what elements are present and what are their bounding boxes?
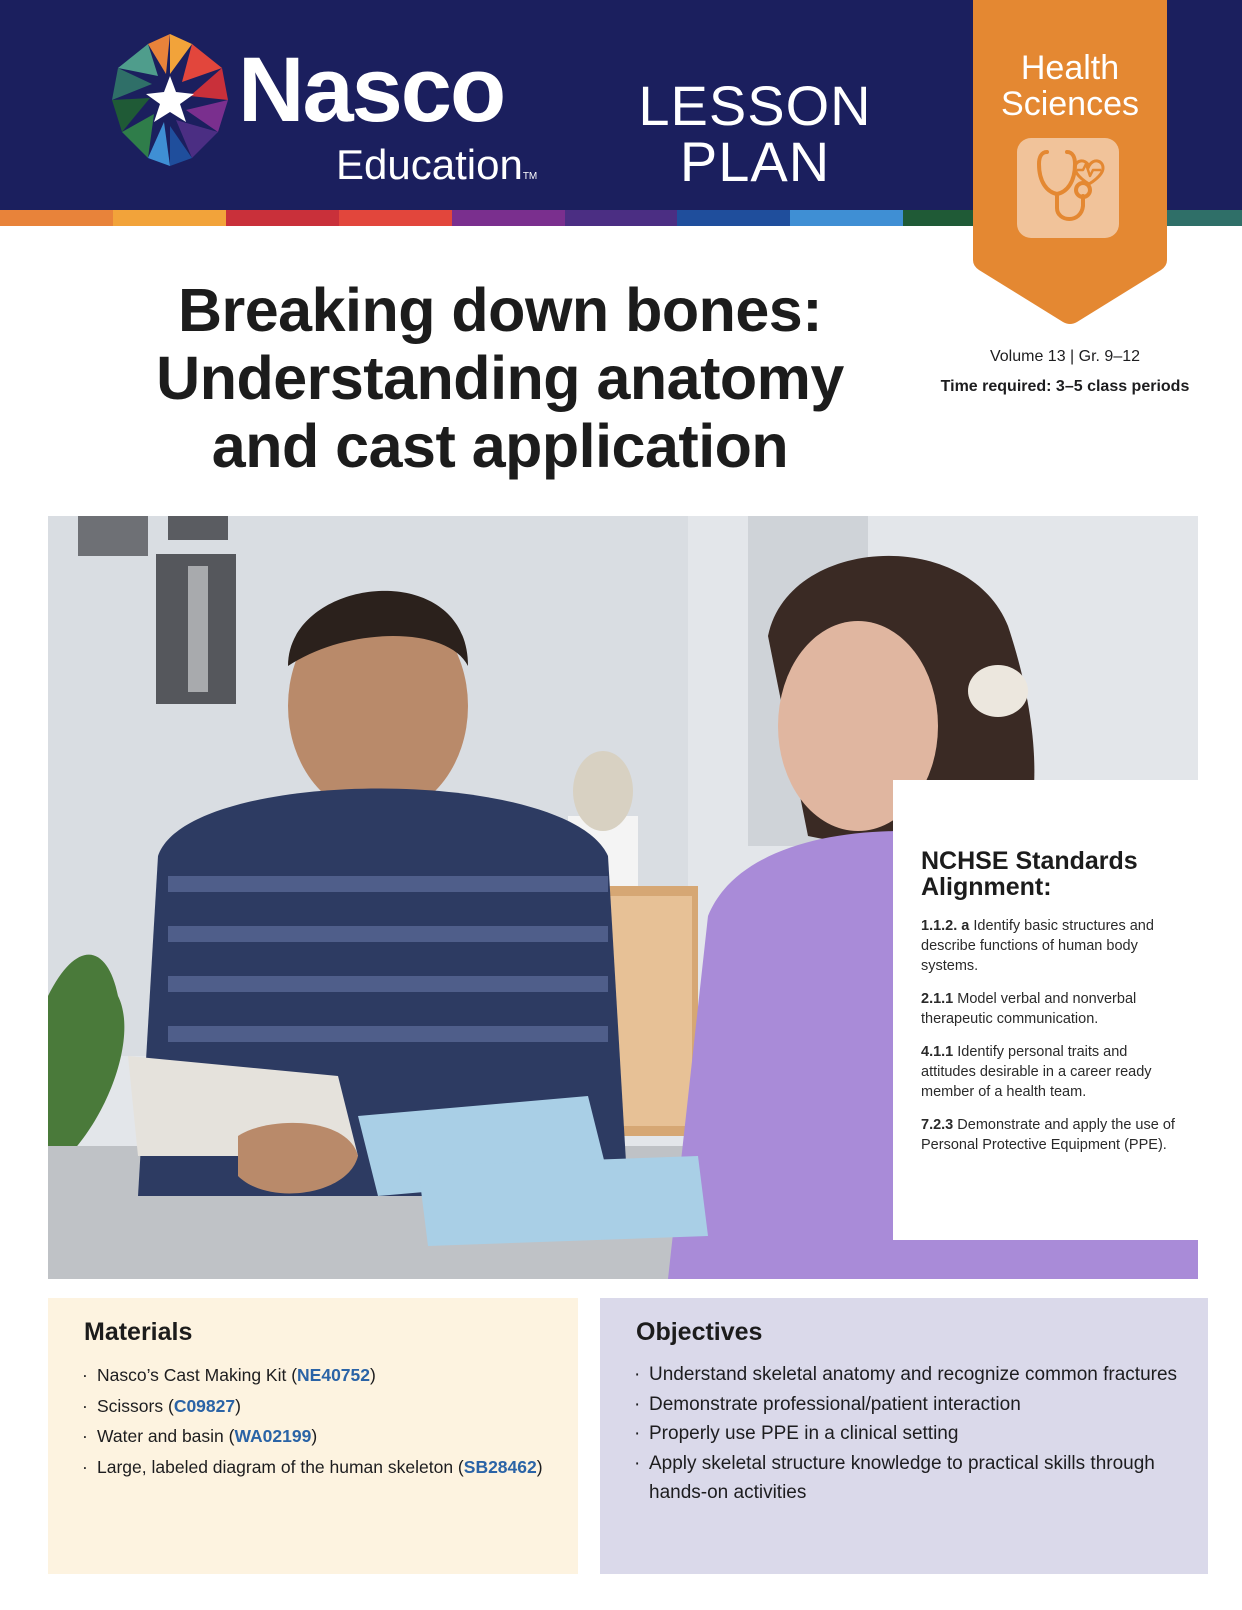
brand-subtitle	[336, 141, 538, 188]
objectives-title: Objectives	[636, 1318, 763, 1346]
objective-item: · Demonstrate professional/patient interaction	[634, 1390, 1194, 1420]
standards-heading-line2: Alignment:	[921, 873, 1052, 901]
lesson-plan-line1: LESSON	[638, 74, 872, 137]
standard-item	[921, 1115, 1183, 1155]
page-title	[60, 276, 940, 480]
material-item	[82, 1452, 552, 1483]
standards-heading-line1: NCHSE Standards	[921, 847, 1138, 875]
material-item	[82, 1421, 552, 1452]
product-code-link[interactable]: NE40752	[297, 1365, 371, 1385]
brand-subtitle-text: Education	[336, 141, 523, 188]
materials-panel	[48, 1298, 578, 1574]
standard-text: Identify personal traits and attitudes desirable in a career ready member of a health team.	[921, 1044, 1152, 1100]
standard-item	[921, 989, 1183, 1029]
materials-title: Materials	[84, 1318, 193, 1346]
material-text: Large, labeled diagram of the human skeleton (	[97, 1456, 464, 1477]
color-stripe-segment	[565, 210, 678, 226]
objective-item: · Understand skeletal anatomy and recognize common fractures	[634, 1360, 1194, 1390]
material-close: )	[370, 1365, 376, 1385]
lesson-plan-line2: PLAN	[679, 130, 831, 193]
material-close: )	[536, 1456, 543, 1477]
time-required: Time required: 3–5 class periods	[940, 378, 1190, 395]
title-line3: and cast application	[211, 412, 789, 480]
material-text: Nasco’s Cast Making Kit (	[97, 1365, 298, 1385]
product-code-link[interactable]: SB28462	[463, 1456, 537, 1477]
color-stripe-segment	[0, 210, 113, 226]
material-text: Scissors (	[97, 1395, 174, 1416]
color-stripe-segment	[339, 210, 452, 226]
lesson-plan-label	[630, 74, 880, 193]
objective-item: · Properly use PPE in a clinical setting	[634, 1419, 1194, 1449]
standard-item	[921, 916, 1183, 976]
nasco-logo-icon	[110, 34, 230, 166]
standard-item	[921, 1042, 1183, 1102]
standards-list	[921, 916, 1183, 1168]
standard-code: 4.1.1	[921, 1044, 954, 1060]
objective-item: · Apply skeletal structure knowledge to practical skills through hands-on activities	[634, 1449, 1194, 1508]
badge-title-line1: Health	[1020, 49, 1120, 87]
standard-text: Model verbal and nonverbal therapeutic communication.	[921, 991, 1137, 1027]
stethoscope-heartbeat-icon	[1017, 138, 1119, 238]
title-line1: Breaking down bones:	[177, 276, 823, 344]
materials-list	[82, 1360, 552, 1482]
material-close: )	[235, 1395, 241, 1416]
objectives-panel	[600, 1298, 1208, 1574]
standard-code: 7.2.3	[921, 1117, 954, 1133]
standard-code: 1.1.2. a	[921, 918, 970, 934]
title-line2: Understanding anatomy	[156, 344, 844, 412]
material-item	[82, 1360, 552, 1391]
brand-name: Nasco	[238, 39, 505, 141]
material-text: Water and basin (	[97, 1426, 235, 1446]
material-item	[82, 1391, 552, 1422]
product-code-link[interactable]: WA02199	[234, 1426, 312, 1446]
material-close: )	[311, 1426, 318, 1446]
standards-heading	[921, 848, 1191, 900]
standards-panel	[893, 780, 1198, 1240]
color-stripe-segment	[226, 210, 339, 226]
trademark-mark: TM	[522, 171, 538, 182]
product-code-link[interactable]: C09827	[173, 1395, 236, 1416]
color-stripe-segment	[790, 210, 903, 226]
badge-title-line2: Sciences	[1001, 85, 1139, 123]
standard-text: Identify basic structures and describe functions of human body systems.	[921, 918, 1154, 974]
color-stripe-segment	[452, 210, 565, 226]
color-stripe-segment	[677, 210, 790, 226]
standard-text: Demonstrate and apply the use of Personal Protective Equipment (PPE).	[921, 1117, 1175, 1153]
badge-title	[973, 50, 1167, 122]
volume-grade: Volume 13 | Gr. 9–12	[989, 348, 1141, 365]
lesson-meta	[930, 342, 1200, 402]
standard-code: 2.1.1	[921, 991, 954, 1007]
color-stripe-segment	[113, 210, 226, 226]
objectives-list	[634, 1360, 1194, 1508]
